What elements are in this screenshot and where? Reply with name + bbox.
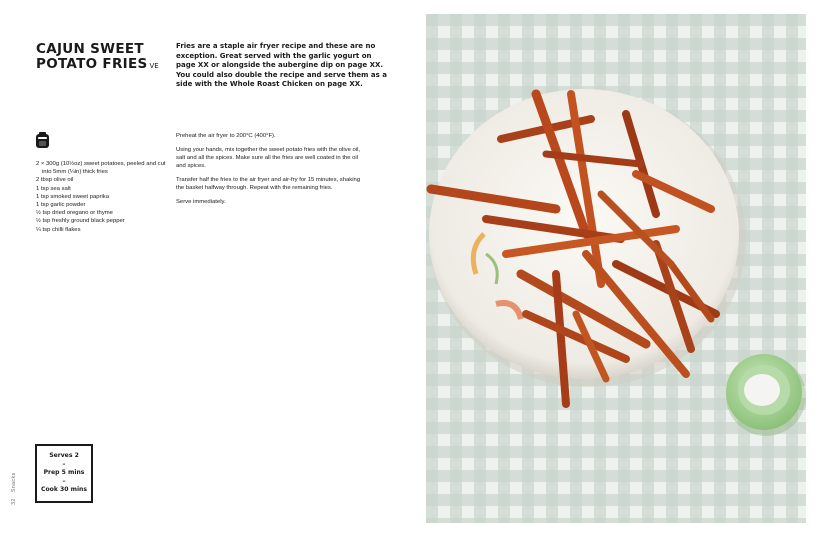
serves-label: Serves 2 xyxy=(49,452,79,459)
cook-time: Cook 30 mins xyxy=(40,486,88,494)
section-name: Snacks xyxy=(11,472,17,493)
fries-photo-illustration xyxy=(426,14,806,523)
ingredient-item: 2 × 300g (10½oz) sweet potatoes, peeled and cut into 5mm (¼in) thick fries xyxy=(36,161,166,176)
method-step: Preheat the air fryer to 200°C (400°F). xyxy=(176,133,276,139)
recipe-intro: Fries are a staple air fryer recipe and these are no exception. Great served with the garlic yogurt on page XX or alongside the aubergine dip on page XX. You could also double the recipe and serve them as a side with the Whole Roast Chicken on page XX. xyxy=(176,42,387,89)
recipe-photo xyxy=(426,14,806,523)
stats-separator: – xyxy=(62,460,66,468)
page-number: 32 xyxy=(11,498,17,505)
ingredient-item: 1 tsp sea salt xyxy=(36,185,71,192)
method-step: Transfer half the fries to the air fryer and air-fry for 15 minutes, shaking the basket halfway through. Repeat with the remaining fries. xyxy=(176,176,361,192)
method-step: Using your hands, mix together the sweet potato fries with the olive oil, salt and all the spices. Make sure all the fries are well coated in the oil and spices. xyxy=(176,146,361,170)
recipe-title xyxy=(36,42,166,74)
page-footer xyxy=(11,466,17,505)
prep-time: Prep 5 mins xyxy=(43,469,85,477)
ingredient-item: 2 tbsp olive oil xyxy=(36,177,74,184)
method-steps xyxy=(176,132,366,211)
ingredient-item: 1 tsp smoked sweet paprika xyxy=(36,193,110,200)
ingredients-list xyxy=(36,160,166,234)
ingredient-item: 1 tsp garlic powder xyxy=(36,202,86,209)
air-fryer-icon xyxy=(35,131,50,149)
method-step: Serve immediately. xyxy=(176,198,226,205)
stats-separator: – xyxy=(62,477,66,485)
vegan-tag: VE xyxy=(149,62,159,71)
ingredient-item: ½ tsp freshly ground black pepper xyxy=(36,218,125,225)
recipe-title-line-2: POTATO FRIES xyxy=(36,56,148,73)
ingredient-item: ¼ tsp chilli flakes xyxy=(36,226,81,233)
sea-salt-flakes xyxy=(744,374,780,406)
recipe-stats-box xyxy=(35,444,93,503)
ingredient-item: ½ tsp dried oregano or thyme xyxy=(36,210,113,217)
recipe-title-line-1: CAJUN SWEET xyxy=(36,41,144,58)
